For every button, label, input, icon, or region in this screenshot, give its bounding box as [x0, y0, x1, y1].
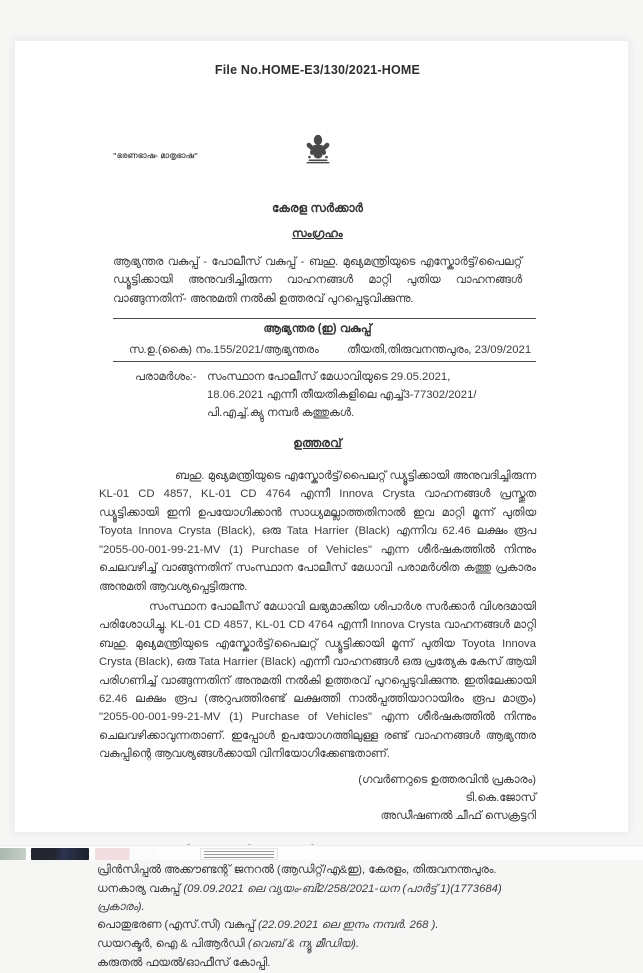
kerala-emblem-icon: [303, 133, 333, 167]
signatory-name: ടി.കെ.ജോസ്: [465, 792, 536, 805]
distribution-text: ധനകാര്യ വകുപ്പ്: [97, 882, 184, 895]
by-order-of-governor: (ഗവർണറുടെ ഉത്തരവിൻ പ്രകാരം): [358, 773, 536, 786]
distribution-item: [97, 917, 536, 935]
gallery-thumbnail-strip: [0, 845, 643, 860]
document-thumbnail[interactable]: [200, 848, 278, 860]
photo-thumbnail-3[interactable]: [95, 848, 158, 860]
distribution-item: [97, 881, 536, 917]
file-number: File No.HOME-E3/130/2021-HOME: [214, 63, 421, 77]
order-heading: ഉത്തരവ്: [293, 436, 342, 451]
go-number: സ.ഉ.(കൈ) നം.155/2021/ആഭ്യന്തരം: [129, 343, 319, 356]
government-order-page: [14, 40, 629, 970]
distribution-note: (22.09.2021 ലെ ഇനം നമ്പർ. 268 ).: [258, 919, 439, 932]
government-name: കേരള സർക്കാർ: [272, 201, 363, 215]
order-paragraph-2: സംസ്ഥാന പോലീസ് മേധാവി ലഭ്യമാക്കിയ ശിപാർശ സർക്കാർ വിശദമായി പരിശോധിച്ചു. KL-01 CD 4857, KL-01 CD 4764 എന്നീ Innova Crysta വാഹനങ്ങൾ മാറ്റി ബഹു. മുഖ്യമന്ത്രിയുടെ എസ്കോർട്ട്/പൈലറ്റ് ഡ്യൂട്ടിക്കായി മൂന്ന് പുതിയ Toyota Innova Crysta (Black), ഒരു Tata Harrier (Black) എന്നീ വാഹനങ്ങൾ ഒരു പ്രത്യേക കേസ് ആയി പരിഗണിച്ച് വാങ്ങുന്നതിന് അനുമതി നൽകി ഉത്തരവ് പുറപ്പെടുവിക്കുന്നു. ഇതിലേക്കായി 62.46 ലക്ഷം രൂപ (അറുപത്തിരണ്ട് ലക്ഷത്തി നാൽപ്പത്തിയാറായിരം രൂപ മാത്രം) "2055-00-001-99-21-MV (1) Purchase of Vehicles" എന്ന ശീർഷകത്തിൽ നിന്നും ചെലവഴിക്കാവുന്നതാണ്. ഇപ്പോൾ ഉപയോഗത്തിലുള്ള രണ്ട് വാഹനങ്ങൾ ആഭ്യന്തര വകുപ്പിന്റെ ആവശ്യങ്ങൾക്കായി വിനിയോഗിക്കേണ്ടതാണ്.: [99, 600, 536, 761]
signatory-designation: അഡീഷണൽ ചീഫ് സെക്രട്ടറി: [380, 809, 536, 822]
go-date: തീയതി,തിരുവനന്തപുരം, 23/09/2021: [347, 343, 532, 356]
thumbnail-text-line: [204, 857, 274, 858]
distribution-note: (വെബ് & ന്യൂ മീഡിയ).: [247, 938, 360, 951]
divider-bottom: [113, 361, 536, 362]
abstract-text: ആഭ്യന്തര വകുപ്പ് - പോലീസ് വകുപ്പ് - ബഹു. മുഖ്യമന്ത്രിയുടെ എസ്കോർട്ട്/പൈലറ്റ് ഡ്യൂട്ടിക്കായി അനുവദിച്ചിരുന്ന വാഹനങ്ങൾ മാറ്റി പുതിയ വാഹനങ്ങൾ വാങ്ങുന്നതിന്- അനുമതി നൽകി ഉത്തരവ് പുറപ്പെടുവിക്കുന്നു.: [113, 256, 522, 305]
divider-top: [113, 318, 536, 319]
photo-thumbnail-2[interactable]: [31, 848, 89, 860]
department-heading: ആഭ്യന്തര (ഇ) വകുപ്പ്: [263, 322, 372, 335]
distribution-item: [97, 862, 536, 880]
distribution-text: കരുതൽ ഫയൽ/ഓഫീസ് കോപ്പി.: [97, 957, 271, 970]
reference-label: പരാമർശം:-: [135, 370, 197, 383]
order-paragraph-1: ബഹു. മുഖ്യമന്ത്രിയുടെ എസ്കോർട്ട്/പൈലറ്റ് ഡ്യൂട്ടിക്കായി അനുവദിച്ചിരുന്ന KL-01 CD 4857, KL-01 CD 4764 എന്നീ Innova Crysta വാഹനങ്ങൾ പ്രസ്തുത ഡ്യൂട്ടിക്കായി ഇനി ഉപയോഗിക്കാൻ സാധ്യമല്ലാത്തതിനാൽ ഇവ മാറ്റി മൂന്ന് പുതിയ Toyota Innova Crysta (Black), ഒരു Tata Harrier (Black) എന്നിവ 62.46 ലക്ഷം രൂപ "2055-00-001-99-21-MV (1) Purchase of Vehicles" എന്ന ശീർഷകത്തിൽ നിന്നും ചെലവഴിച്ച് വാങ്ങുന്നതിന് സംസ്ഥാന പോലീസ് മേധാവി പരാമർശിത കത്തു പ്രകാരം അനുമതി ആവശ്യപ്പെട്ടിരുന്നു.: [99, 470, 536, 593]
thumbnail-text-line: [204, 854, 274, 855]
distribution-note: (09.09.2021 ലെ വ്യയം-ബി2/258/2021-ധന (പാർട്ട് 1)(1773684) പ്രകാരം).: [97, 882, 502, 913]
abstract-heading: സംഗ്രഹം: [292, 228, 343, 240]
thumbnail-text-line: [204, 851, 274, 852]
go-number-line: [129, 344, 536, 357]
distribution-list: [97, 843, 536, 973]
distribution-text: പൊതുഭരണ (എസ്.സി) വകുപ്പ്: [97, 919, 259, 932]
signature-block: [99, 772, 536, 826]
distribution-text: ഡയറക്ടർ, ഐ & പിആർഡി: [97, 938, 248, 951]
distribution-item: [97, 955, 536, 973]
official-language-motto: "ഭരണഭാഷ- മാതൃഭാഷ": [113, 151, 199, 160]
distribution-text: പ്രിൻസിപ്പൽ അക്കൗണ്ടന്റ് ജനറൽ (ആഡിറ്റ്/എ&ഇ), കേരളം, തിരുവനന്തപുരം.: [97, 863, 497, 876]
reference-block: [135, 368, 536, 422]
letterhead: [99, 133, 536, 199]
distribution-item: [97, 936, 536, 954]
photo-thumbnail-1[interactable]: [0, 848, 26, 860]
reference-text: സംസ്ഥാന പോലീസ് മേധാവിയുടെ 29.05.2021, 18.06.2021 എന്നീ തീയതികളിലെ എച്ച്3-77302/2021/പി.എച്ച്.ക്യു നമ്പർ കത്തുകൾ.: [207, 370, 477, 420]
